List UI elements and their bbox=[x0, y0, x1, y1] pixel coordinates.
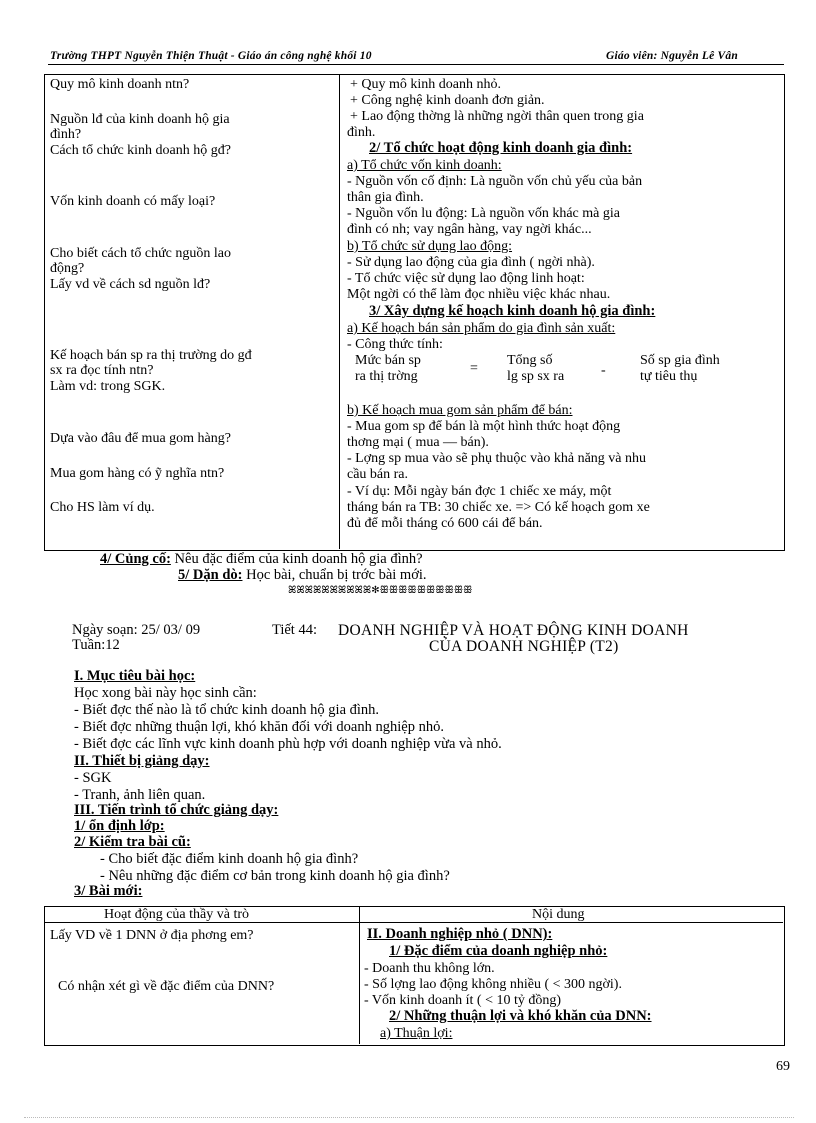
step-review: 2/ Kiểm tra bài cũ: bbox=[74, 834, 191, 850]
content-line: - Doanh thu không lớn. bbox=[364, 961, 495, 976]
homework-label: 5/ Dặn dò: bbox=[178, 567, 243, 583]
content-line: - Nguồn vốn cố định: Là nguồn vốn chủ yếu của bản bbox=[347, 174, 643, 189]
page-number: 69 bbox=[776, 1059, 790, 1074]
formula-term-b: Tổng số bbox=[507, 353, 553, 368]
review-question: - Nêu những đặc điểm cơ bản trong kinh doanh hộ gia đình? bbox=[100, 868, 450, 884]
section-procedure-heading: III. Tiến trình tổ chức giảng dạy: bbox=[74, 802, 279, 818]
question-purchase-basis: Dựa vào đâu để mua gom hàng? bbox=[50, 431, 231, 446]
activity-line: Lấy VD về 1 DNN ở địa phơng em? bbox=[50, 928, 254, 943]
content-line: - Ví dụ: Mỗi ngày bán đợc 1 chiếc xe máy, một bbox=[347, 484, 612, 499]
question-sales-plan-1: Kế hoạch bán sp ra thị trường do gđ bbox=[50, 348, 252, 363]
step-class-order: 1/ ổn định lớp: bbox=[74, 818, 165, 834]
content-line: đủ để mỗi tháng có 600 cái để bán. bbox=[347, 516, 543, 531]
content-line: - Tổ chức việc sử dụng lao động linh hoạt: bbox=[347, 271, 585, 286]
content-line: thân gia đình. bbox=[347, 190, 424, 205]
question-example-task: Cho HS làm ví dụ. bbox=[50, 500, 155, 515]
content-line: - Nguồn vốn lu động: Là nguồn vốn khác mà gia bbox=[347, 206, 620, 221]
table-2-column-divider bbox=[359, 906, 360, 1044]
question-organization: Cách tổ chức kinh doanh hộ gđ? bbox=[50, 143, 231, 158]
question-labor-1: Nguồn lđ của kinh doanh hộ gia bbox=[50, 112, 230, 127]
step-new-lesson: 3/ Bài mới: bbox=[74, 883, 143, 899]
question-sales-example: Làm vd: trong SGK. bbox=[50, 379, 166, 394]
question-labor-example: Lấy vd về cách sd nguồn lđ? bbox=[50, 277, 211, 292]
week: Tuần:12 bbox=[72, 637, 120, 653]
question-scale: Quy mô kinh doanh ntn? bbox=[50, 77, 190, 92]
content-line: - Mua gom sp để bán là một hình thức hoạt động bbox=[347, 419, 621, 434]
content-line: Một ngời có thể làm đọc nhiều việc khác nhau. bbox=[347, 287, 611, 302]
objective-line: - Biết đợc các lĩnh vực kinh doanh phù hợp với doanh nghiệp vừa và nhỏ. bbox=[74, 736, 502, 752]
section-heading: 3/ Xây dựng kế hoạch kinh doanh hộ gia đình: bbox=[369, 303, 656, 319]
lesson-title-line-1: DOANH NGHIỆP VÀ HOẠT ĐỘNG KINH DOANH bbox=[338, 622, 689, 639]
table-1-column-divider bbox=[339, 74, 340, 549]
content-line: - Công thức tính: bbox=[347, 337, 443, 352]
subsection-heading: b) Kế hoạch mua gom sản phẩm để bán: bbox=[347, 403, 573, 418]
section-heading: II. Doanh nghiệp nhỏ ( DNN): bbox=[367, 926, 553, 942]
objective-line: Học xong bài này học sinh cần: bbox=[74, 685, 257, 701]
page-bottom-dotted-line bbox=[24, 1117, 794, 1118]
formula-term-a: Mức bán sp bbox=[355, 353, 421, 368]
objective-line: - Biết đợc thế nào là tổ chức kinh doanh hộ gia đình. bbox=[74, 702, 380, 718]
content-line: thơng mại ( mua — bán). bbox=[347, 435, 489, 450]
ornament-divider: ꕤꕤꕤꕤꕤꕤꕤꕤꕤꕤ✻ꕥꕥꕥꕥꕥꕥꕥꕥꕥꕥ bbox=[288, 585, 473, 596]
content-line: - Vốn kinh doanh ít ( < 10 tỷ đồng) bbox=[364, 993, 562, 1008]
homework-text: Học bài, chuẩn bị trớc bài mới. bbox=[242, 567, 427, 583]
content-line: - Lợng sp mua vào sẽ phụ thuộc vào khả năng và nhu bbox=[347, 451, 647, 466]
section-equipment-heading: II. Thiết bị giảng dạy: bbox=[74, 753, 210, 769]
header-school: Trường THPT Nguyễn Thiện Thuật - Giáo án công nghệ khối 10 bbox=[50, 50, 372, 62]
formula-minus: - bbox=[601, 363, 606, 378]
question-sales-plan-2: sx ra đọc tính ntn? bbox=[50, 363, 154, 378]
question-labor-2: đình? bbox=[50, 127, 82, 142]
formula-equals: = bbox=[470, 361, 478, 376]
equipment-line: - Tranh, ảnh liên quan. bbox=[74, 787, 206, 803]
review-question: - Cho biết đặc điểm kinh doanh hộ gia đình? bbox=[100, 851, 359, 867]
subsection-heading: a) Thuận lợi: bbox=[380, 1026, 453, 1041]
homework bbox=[178, 568, 427, 583]
section-objectives-heading: I. Mục tiêu bài học: bbox=[74, 668, 196, 684]
question-labor-org-2: động? bbox=[50, 261, 85, 276]
section-heading: 2/ Những thuận lợi và khó khăn của DNN: bbox=[389, 1008, 652, 1024]
activity-line: Có nhận xét gì về đặc điểm của DNN? bbox=[58, 979, 275, 994]
table-2-header-divider bbox=[44, 922, 783, 923]
table-2-head-content: Nội dung bbox=[532, 907, 585, 922]
lesson-title-line-2: CỦA DOANH NGHIỆP (T2) bbox=[429, 638, 619, 655]
content-line: + Quy mô kinh doanh nhỏ. bbox=[350, 77, 501, 92]
content-line: - Sử dụng lao động của gia đình ( ngời nhà). bbox=[347, 255, 595, 270]
content-line: tháng bán ra TB: 30 chiếc xe. => Có kế hoạch gom xe bbox=[347, 500, 650, 515]
content-line: cầu bán ra. bbox=[347, 467, 409, 482]
formula-term-b: lg sp sx ra bbox=[507, 369, 565, 384]
period-label: Tiết 44: bbox=[272, 622, 317, 638]
prep-date: Ngày soạn: 25/ 03/ 09 bbox=[72, 622, 201, 638]
content-line: đình. bbox=[347, 125, 376, 140]
subsection-heading: b) Tổ chức sử dụng lao động: bbox=[347, 239, 513, 254]
subsection-heading: a) Tổ chức vốn kinh doanh: bbox=[347, 158, 502, 173]
content-line: đình có nh; vay ngân hàng, vay ngời khác... bbox=[347, 222, 592, 237]
formula-term-a: ra thị trờng bbox=[355, 369, 418, 384]
equipment-line: - SGK bbox=[74, 770, 112, 786]
content-line: - Số lợng lao động không nhiều ( < 300 ngời). bbox=[364, 977, 622, 992]
table-2-head-activities: Hoạt động của thầy và trò bbox=[104, 907, 250, 922]
header-teacher: Giáo viên: Nguyễn Lê Vân bbox=[606, 50, 738, 62]
content-line: + Công nghệ kinh doanh đơn giản. bbox=[350, 93, 545, 108]
section-heading: 1/ Đặc điểm của doanh nghiệp nhỏ: bbox=[389, 943, 608, 959]
subsection-heading: a) Kế hoạch bán sản phẩm do gia đình sản xuất: bbox=[347, 321, 616, 336]
consolidation-label: 4/ Củng cố: bbox=[100, 551, 171, 567]
consolidation bbox=[100, 552, 423, 567]
header-divider bbox=[48, 64, 784, 65]
objective-line: - Biết đợc những thuận lợi, khó khăn đối với doanh nghiệp nhỏ. bbox=[74, 719, 444, 735]
question-capital: Vốn kinh doanh có mấy loại? bbox=[50, 194, 216, 209]
question-labor-org-1: Cho biết cách tổ chức nguồn lao bbox=[50, 246, 231, 261]
section-heading: 2/ Tổ chức hoạt động kinh doanh gia đình: bbox=[369, 140, 633, 156]
formula-term-c: tự tiêu thụ bbox=[640, 369, 698, 384]
question-purchase-meaning: Mua gom hàng có ỹ nghĩa ntn? bbox=[50, 466, 225, 481]
consolidation-text: Nêu đặc điểm của kinh doanh hộ gia đình? bbox=[170, 551, 423, 567]
content-line: + Lao động thờng là những ngời thân quen trong gia bbox=[350, 109, 644, 124]
formula-term-c: Số sp gia đình bbox=[640, 353, 720, 368]
